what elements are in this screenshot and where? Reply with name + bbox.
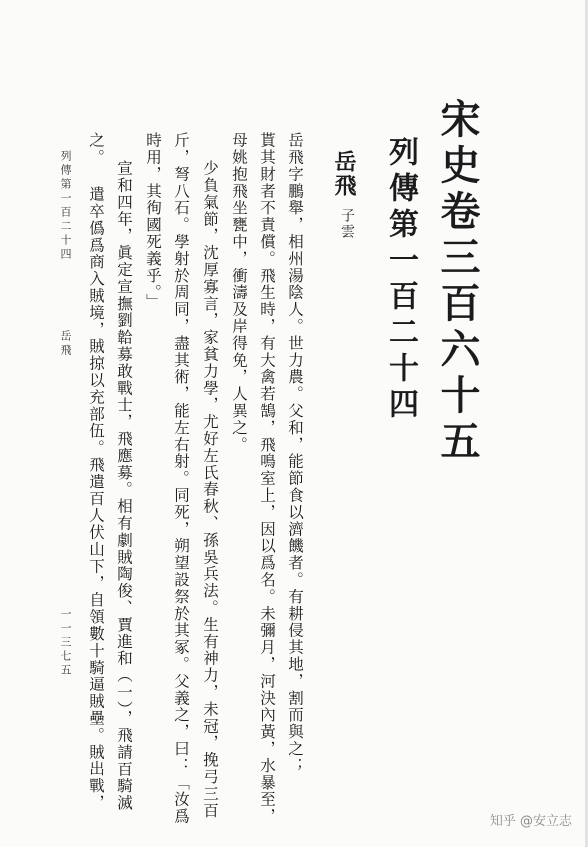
- body-line: 宣和四年，眞定宣撫劉韐募敢戰士，飛應募。相有劇賊陶俊、賈進和（一），飛請百騎滅: [115, 160, 133, 812]
- body-line: 少負氣節，沈厚寡言，家貧力學，尤好左氏春秋、孫吳兵法。生有神力，未冠，挽弓三百: [201, 160, 219, 820]
- body-line: 斤，弩八石。學射於周同，盡其術，能左右射。同死，朔望設祭於其冢。父義之，曰：「汝爲: [172, 132, 190, 825]
- biography-subtitle: 子雲: [339, 208, 355, 240]
- body-line: 母姚抱飛坐甕中，衝濤及岸得免，人異之。: [230, 132, 248, 454]
- body-line: 時用，其徇國死義乎。」: [144, 132, 162, 311]
- body-line: 岳飛字鵬舉，相州湯陰人。世力農。父和，能節食以濟饑者。有耕侵其地，割而與之；: [286, 132, 304, 775]
- biography-name: 岳飛: [331, 150, 357, 198]
- body-line: 遣卒僞爲商入賊境，賊掠以充部伍。飛遣百人伏山下，自領數十騎逼賊壘。賊出戰，: [87, 186, 105, 812]
- page-number: 一一三七五: [59, 608, 72, 678]
- running-head: 列傳第一百二十四: [59, 150, 72, 262]
- body-line: 之。: [87, 132, 105, 166]
- watermark: 知乎 @安立志: [489, 814, 572, 829]
- body-line: 貰其財者不責償。飛生時，有大禽若鵠，飛鳴室上，因以爲名。未彌月，河決內黃，水暴至，: [258, 132, 276, 825]
- volume-title: 宋史卷三百六十五: [434, 98, 481, 466]
- running-title: 岳飛: [59, 330, 72, 358]
- juan-title: 列傳第一百二十四: [383, 136, 418, 424]
